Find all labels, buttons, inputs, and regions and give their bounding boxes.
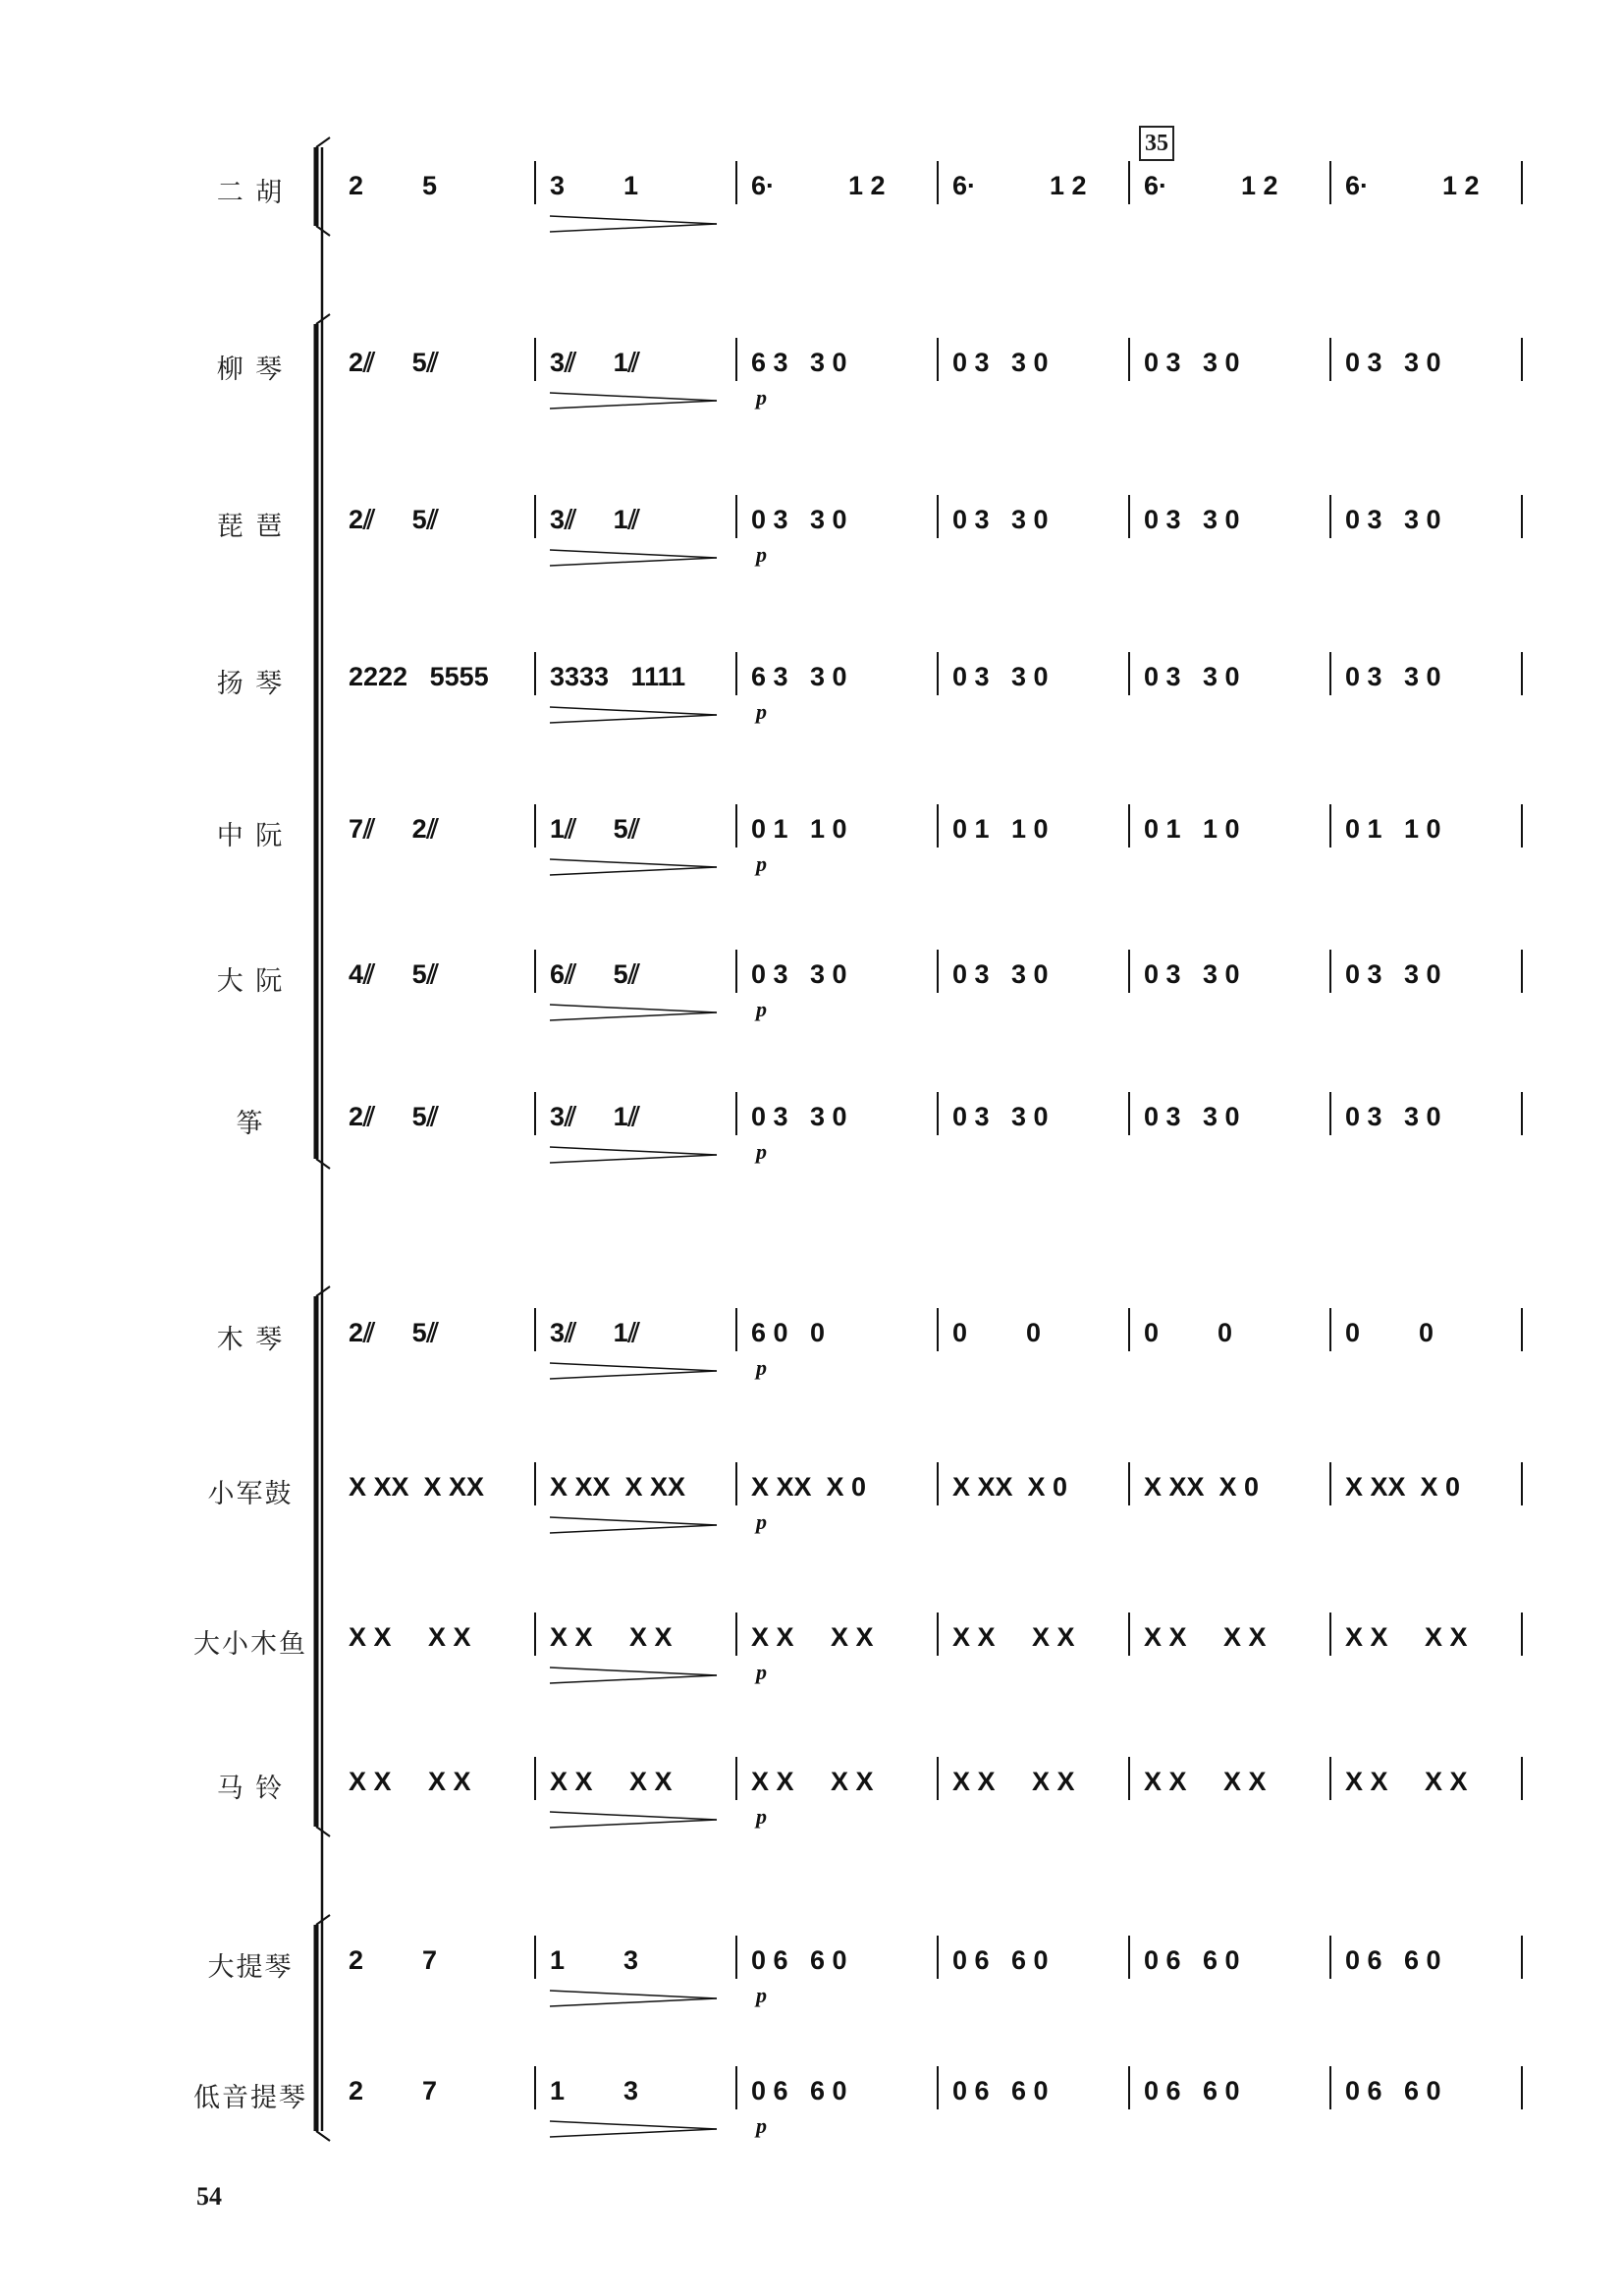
dynamic-mark: p <box>756 997 767 1021</box>
hairpin <box>550 1812 717 1820</box>
hairpin <box>550 1820 717 1828</box>
hairpin <box>550 859 717 867</box>
measure: 0 0 <box>1144 1318 1233 1347</box>
instrument-name: 二 胡 <box>216 178 285 208</box>
measure: 2 7 <box>349 2076 438 2105</box>
hairpin <box>550 715 717 723</box>
measure: 0 3 3 0 <box>952 1102 1049 1131</box>
measure: 0 3 3 0 <box>952 348 1049 377</box>
measure: 0 6 6 0 <box>952 2076 1049 2105</box>
measure: X XX X XX <box>550 1472 686 1502</box>
measure: X X X X <box>952 1622 1075 1652</box>
hairpin <box>550 1675 717 1683</box>
measure: 6 3 3 0 <box>751 348 847 377</box>
measure: 2⫽ 5⫽ <box>349 505 439 534</box>
measure: X XX X 0 <box>751 1472 867 1502</box>
measure: 2⫽ 5⫽ <box>349 1318 439 1347</box>
measure: 0 3 3 0 <box>952 662 1049 691</box>
measure: X XX X XX <box>349 1472 485 1502</box>
measure: 0 6 6 0 <box>751 2076 847 2105</box>
dynamic-mark: p <box>756 542 767 567</box>
measure: 0 1 1 0 <box>751 814 847 844</box>
hairpin <box>550 1155 717 1163</box>
instrument-name: 琵 琶 <box>216 512 285 542</box>
hairpin <box>550 1991 717 1998</box>
hairpin <box>550 216 717 224</box>
measure: 1 3 <box>550 2076 639 2105</box>
measure: 6 0 0 <box>751 1318 826 1347</box>
measure: 0 0 <box>1345 1318 1434 1347</box>
measure: 3⫽ 1⫽ <box>550 505 640 534</box>
rehearsal-mark: 35 <box>1139 126 1174 161</box>
instrument-name: 大 阮 <box>216 966 285 997</box>
instrument-name: 筝 <box>236 1109 265 1139</box>
hairpin <box>550 1363 717 1371</box>
dynamic-mark: p <box>756 2113 767 2138</box>
measure: X X X X <box>349 1622 471 1652</box>
measure: 6 3 3 0 <box>751 662 847 691</box>
hairpin <box>550 1012 717 1020</box>
bracket-hook <box>316 137 330 147</box>
hairpin <box>550 1371 717 1379</box>
dynamic-mark: p <box>756 1509 767 1534</box>
measure: 2⫽ 5⫽ <box>349 348 439 377</box>
measure: 0 6 6 0 <box>751 1945 847 1975</box>
measure: 0 3 3 0 <box>1144 662 1240 691</box>
measure: 2 5 <box>349 171 438 200</box>
measure: X X X X <box>1345 1622 1468 1652</box>
measure: 4⫽ 5⫽ <box>349 959 439 989</box>
measure: 0 3 3 0 <box>1345 959 1441 989</box>
measure: 0 3 3 0 <box>1144 348 1240 377</box>
measure: 0 3 3 0 <box>952 505 1049 534</box>
measure: 0 6 6 0 <box>1345 1945 1441 1975</box>
measure: 0 1 1 0 <box>1144 814 1240 844</box>
hairpin <box>550 1005 717 1012</box>
measure: 7⫽ 2⫽ <box>349 814 439 844</box>
measure: 0 6 6 0 <box>952 1945 1049 1975</box>
measure: 2⫽ 5⫽ <box>349 1102 439 1131</box>
instrument-name: 大小木鱼 <box>193 1629 307 1660</box>
hairpin <box>550 401 717 409</box>
measure: 1 3 <box>550 1945 639 1975</box>
measure: X X X X <box>1144 1767 1267 1796</box>
measure: X X X X <box>349 1767 471 1796</box>
bracket-hook <box>316 2131 330 2141</box>
measure: 0 3 3 0 <box>1345 348 1441 377</box>
measure: X X X X <box>550 1622 673 1652</box>
measure: 0 3 3 0 <box>1144 505 1240 534</box>
hairpin <box>550 558 717 566</box>
instrument-name: 低音提琴 <box>193 2083 307 2113</box>
measure: X XX X 0 <box>952 1472 1068 1502</box>
dynamic-mark: p <box>756 1355 767 1380</box>
measure: 0 3 3 0 <box>1144 1102 1240 1131</box>
measure: 3 1 <box>550 171 639 200</box>
measure: 0 3 3 0 <box>1144 959 1240 989</box>
measure: X X X X <box>550 1767 673 1796</box>
measure: 0 3 3 0 <box>1345 662 1441 691</box>
hairpin <box>550 707 717 715</box>
measure: 6· 1 2 <box>1144 171 1278 200</box>
hairpin <box>550 1667 717 1675</box>
measure: X X X X <box>751 1767 874 1796</box>
measure: 0 1 1 0 <box>952 814 1049 844</box>
measure: X X X X <box>952 1767 1075 1796</box>
hairpin <box>550 1517 717 1525</box>
measure: 6⫽ 5⫽ <box>550 959 640 989</box>
measure: 0 6 6 0 <box>1144 2076 1240 2105</box>
measure: 0 3 3 0 <box>751 1102 847 1131</box>
measure: 0 1 1 0 <box>1345 814 1441 844</box>
measure: 0 6 6 0 <box>1144 1945 1240 1975</box>
measure: 0 3 3 0 <box>751 959 847 989</box>
instrument-name: 木 琴 <box>216 1325 285 1355</box>
measure: 3⫽ 1⫽ <box>550 348 640 377</box>
dynamic-mark: p <box>756 1983 767 2007</box>
measure: X XX X 0 <box>1345 1472 1461 1502</box>
measure: 0 3 3 0 <box>952 959 1049 989</box>
instrument-name: 扬 琴 <box>216 669 285 699</box>
dynamic-mark: p <box>756 1804 767 1829</box>
hairpin <box>550 1998 717 2006</box>
instrument-name: 大提琴 <box>207 1952 294 1983</box>
measure: 6· 1 2 <box>751 171 886 200</box>
hairpin <box>550 224 717 232</box>
hairpin <box>550 1525 717 1533</box>
measure: X XX X 0 <box>1144 1472 1260 1502</box>
measure: 3⫽ 1⫽ <box>550 1318 640 1347</box>
hairpin <box>550 2121 717 2129</box>
hairpin <box>550 2129 717 2137</box>
hairpin <box>550 393 717 401</box>
measure: 0 3 3 0 <box>1345 505 1441 534</box>
measure: 2222 5555 <box>349 662 489 691</box>
measure: 3333 1111 <box>550 662 686 691</box>
measure: 0 3 3 0 <box>1345 1102 1441 1131</box>
dynamic-mark: p <box>756 699 767 724</box>
measure: 2 7 <box>349 1945 438 1975</box>
hairpin <box>550 867 717 875</box>
dynamic-mark: p <box>756 1139 767 1164</box>
measure: 0 6 6 0 <box>1345 2076 1441 2105</box>
measure: X X X X <box>751 1622 874 1652</box>
dynamic-mark: p <box>756 385 767 410</box>
measure: X X X X <box>1345 1767 1468 1796</box>
measure: 0 3 3 0 <box>751 505 847 534</box>
dynamic-mark: p <box>756 1660 767 1684</box>
instrument-name: 马 铃 <box>216 1774 285 1804</box>
measure: 1⫽ 5⫽ <box>550 814 640 844</box>
hairpin <box>550 1147 717 1155</box>
measure: 6· 1 2 <box>952 171 1087 200</box>
measure: 0 0 <box>952 1318 1042 1347</box>
measure: 3⫽ 1⫽ <box>550 1102 640 1131</box>
page-number: 54 <box>196 2182 222 2211</box>
dynamic-mark: p <box>756 851 767 876</box>
instrument-name: 中 阮 <box>216 821 285 851</box>
instrument-name: 小军鼓 <box>207 1479 294 1509</box>
measure: X X X X <box>1144 1622 1267 1652</box>
measure: 6· 1 2 <box>1345 171 1480 200</box>
instrument-name: 柳 琴 <box>216 355 285 385</box>
hairpin <box>550 550 717 558</box>
